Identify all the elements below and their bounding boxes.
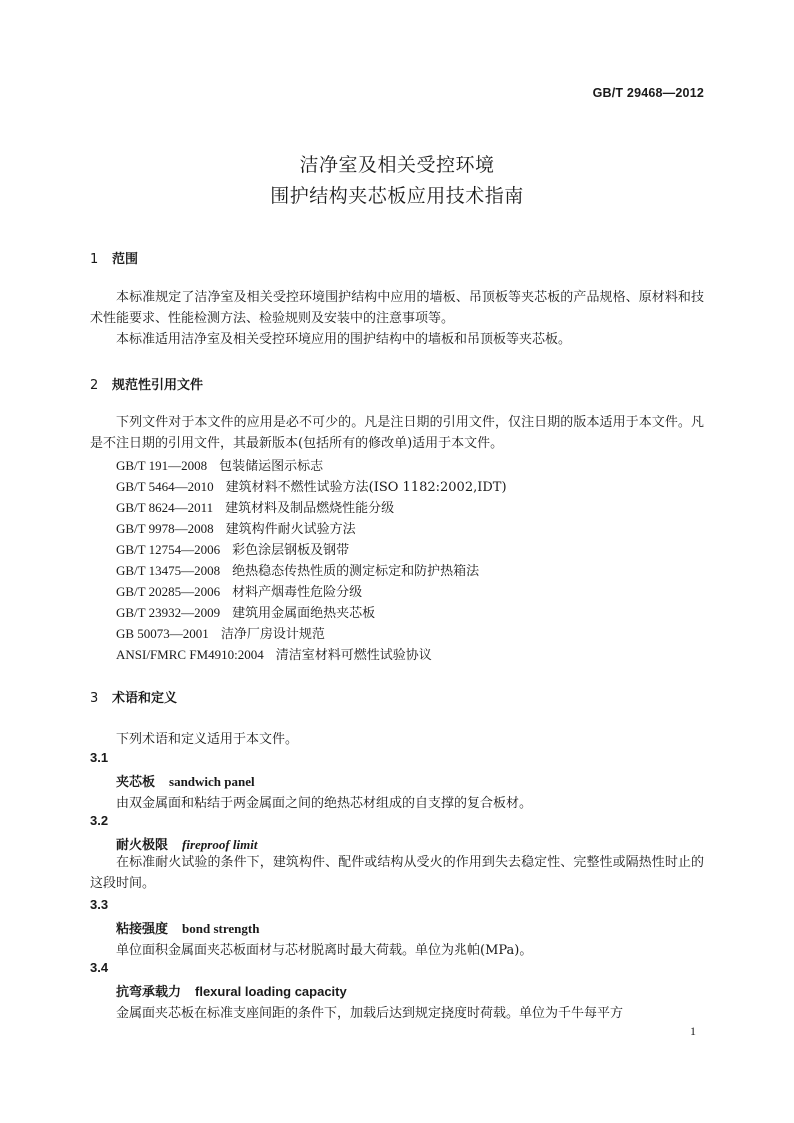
reference-code: GB/T 5464—2010 [116, 479, 214, 494]
reference-code: GB/T 20285—2006 [116, 584, 221, 599]
reference-item [116, 581, 362, 600]
clause-number: 3.1 [90, 750, 109, 765]
term-definition: 在标准耐火试验的条件下，建筑构件、配件或结构从受火的作用到失去稳定性、完整性或隔热性时止的这段时间。 [90, 855, 704, 891]
term-entry [116, 834, 257, 853]
section-title: 规范性引用文件 [112, 378, 204, 393]
section-number: 3 [90, 691, 99, 706]
reference-code: GB/T 191—2008 [116, 458, 208, 473]
reference-code: ANSI/FMRC FM4910:2004 [116, 647, 264, 662]
reference-item [116, 602, 375, 621]
section-title: 范围 [112, 252, 139, 267]
reference-title: 洁净厂房设计规范 [220, 627, 325, 642]
reference-title: 绝热稳态传热性质的测定标定和防护热箱法 [232, 564, 480, 579]
term-en: flexural loading capacity [195, 984, 347, 999]
section-number: 2 [90, 378, 99, 393]
reference-item [116, 518, 356, 537]
term-en: sandwich panel [169, 774, 255, 789]
reference-item [116, 623, 325, 642]
reference-title: 建筑用金属面绝热夹芯板 [232, 606, 376, 621]
references-intro: 下列文件对于本文件的应用是必不可少的。凡是注日期的引用文件，仅注日期的版本适用于本文件。凡是不注日期的引用文件，其最新版本(包括所有的修改单)适用于本文件。 [90, 415, 704, 451]
reference-title: 建筑材料及制品燃烧性能分级 [225, 501, 395, 516]
section-title: 术语和定义 [112, 691, 178, 706]
reference-item [116, 539, 349, 558]
section-number: 1 [90, 252, 99, 267]
page-number: 1 [690, 1024, 696, 1038]
reference-code: GB/T 8624—2011 [116, 500, 214, 515]
term-entry [116, 771, 255, 790]
reference-item [116, 497, 394, 516]
section-3-heading [90, 687, 177, 706]
document-title-line-2: 围护结构夹芯板应用技术指南 [270, 185, 524, 207]
reference-code: GB/T 12754—2006 [116, 542, 221, 557]
reference-code: GB/T 9978—2008 [116, 521, 214, 536]
reference-code: GB 50073—2001 [116, 626, 209, 641]
reference-item [116, 644, 432, 663]
term-en: bond strength [182, 921, 260, 936]
clause-number: 3.3 [90, 897, 109, 912]
section-2-heading [90, 374, 203, 393]
scope-paragraph-2: 本标准适用洁净室及相关受控环境应用的围护结构中的墙板和吊顶板等夹芯板。 [116, 332, 572, 347]
section-1-heading [90, 248, 138, 267]
term-zh: 抗弯承载力 [116, 985, 182, 1000]
term-definition: 由双金属面和粘结于两金属面之间的绝热芯材组成的自支撑的复合板材。 [116, 796, 533, 811]
term-definition: 单位面积金属面夹芯板面材与芯材脱离时最大荷载。单位为兆帕(MPa)。 [116, 943, 533, 958]
clause-number: 3.2 [90, 813, 109, 828]
reference-title: 建筑材料不燃性试验方法(ISO 1182:2002,IDT) [225, 480, 507, 495]
standard-code: GB/T 29468—2012 [592, 86, 704, 100]
reference-title: 材料产烟毒性危险分级 [232, 585, 363, 600]
terms-intro: 下列术语和定义适用于本文件。 [116, 732, 299, 747]
reference-title: 彩色涂层钢板及钢带 [232, 543, 350, 558]
reference-title: 包装储运图示标志 [219, 459, 324, 474]
document-title-line-1: 洁净室及相关受控环境 [299, 154, 495, 176]
reference-item [116, 455, 323, 474]
scope-paragraph-1: 本标准规定了洁净室及相关受控环境围护结构中应用的墙板、吊顶板等夹芯板的产品规格、原材料和技术性能要求、性能检测方法、检验规则及安装中的注意事项等。 [90, 290, 704, 326]
reference-title: 清洁室材料可燃性试验协议 [275, 648, 432, 663]
reference-code: GB/T 23932—2009 [116, 605, 221, 620]
reference-code: GB/T 13475—2008 [116, 563, 221, 578]
term-zh: 粘接强度 [116, 922, 169, 937]
reference-item [116, 560, 479, 579]
term-entry [116, 981, 347, 1000]
term-zh: 夹芯板 [116, 775, 156, 790]
reference-title: 建筑构件耐火试验方法 [225, 522, 356, 537]
term-en: fireproof limit [182, 837, 258, 852]
reference-item [116, 476, 507, 495]
term-zh: 耐火极限 [116, 838, 169, 853]
term-entry [116, 918, 259, 937]
clause-number: 3.4 [90, 960, 109, 975]
term-definition: 金属面夹芯板在标准支座间距的条件下，加载后达到规定挠度时荷载。单位为千牛每平方 [116, 1006, 624, 1021]
